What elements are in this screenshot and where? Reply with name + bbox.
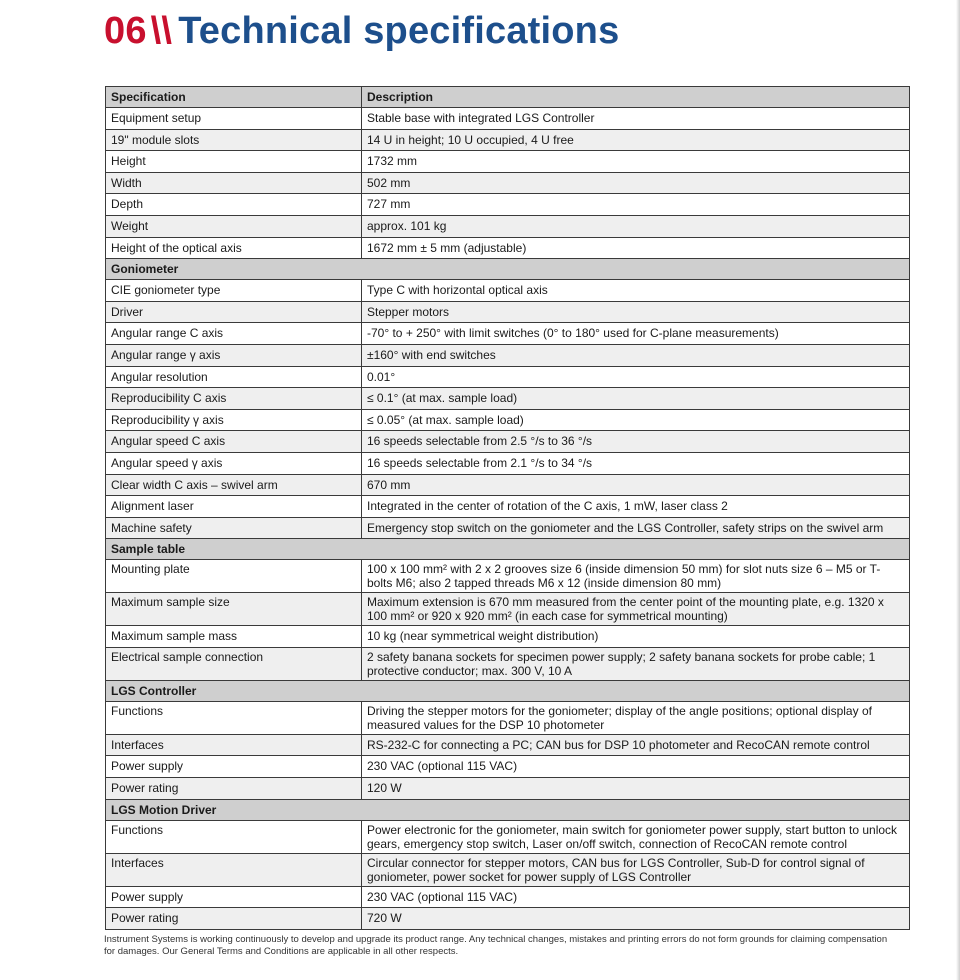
table-row: [106, 409, 910, 431]
spec-value-cell: ≤ 0.05° (at max. sample load): [362, 409, 910, 431]
table-row: [106, 734, 910, 756]
spec-value-cell: Maximum extension is 670 mm measured from the center point of the mounting plate, e.g. 1320 x 100 mm² or 920 x 920 mm² (in each case for symmetrical mounting): [362, 593, 910, 626]
spec-value-cell: 16 speeds selectable from 2.1 °/s to 34 °/s: [362, 452, 910, 474]
spec-value-cell: ≤ 0.1° (at max. sample load): [362, 388, 910, 410]
spec-value-cell: 502 mm: [362, 172, 910, 194]
spec-name-cell: Height of the optical axis: [106, 237, 362, 259]
section-title-cell: LGS Controller: [106, 680, 910, 701]
table-row: [106, 853, 910, 886]
table-row: [106, 280, 910, 302]
table-row: [106, 344, 910, 366]
table-row: [106, 215, 910, 237]
table-row: [106, 647, 910, 680]
table-row: [106, 626, 910, 648]
page-edge-shadow: [956, 0, 960, 980]
spec-name-cell: Mounting plate: [106, 560, 362, 593]
spec-value-cell: approx. 101 kg: [362, 215, 910, 237]
table-row: [106, 496, 910, 518]
spec-name-cell: Machine safety: [106, 517, 362, 539]
spec-name-cell: Clear width C axis – swivel arm: [106, 474, 362, 496]
table-row: [106, 388, 910, 410]
section-header-row: [106, 680, 910, 701]
disclaimer-footnote: Instrument Systems is working continuously to develop and upgrade its product range. Any technical changes, mistakes and printing errors do not form grounds for claiming compensation for damages. Our General Terms and Conditions are applicable in all other respects.: [104, 934, 888, 957]
spec-value-cell: Type C with horizontal optical axis: [362, 280, 910, 302]
spec-value-cell: 0.01°: [362, 366, 910, 388]
table-row: [106, 886, 910, 908]
table-row: [106, 366, 910, 388]
table-row: [106, 820, 910, 853]
spec-name-cell: Power supply: [106, 756, 362, 778]
spec-name-cell: Functions: [106, 701, 362, 734]
table-row: [106, 452, 910, 474]
spec-value-cell: ±160° with end switches: [362, 344, 910, 366]
table-row: [106, 237, 910, 259]
table-row: [106, 431, 910, 453]
spec-name-cell: Depth: [106, 194, 362, 216]
table-row: [106, 129, 910, 151]
table-row: [106, 593, 910, 626]
section-separator: \\: [150, 10, 173, 52]
page-title: [104, 8, 619, 54]
spec-value-cell: Emergency stop switch on the goniometer and the LGS Controller, safety strips on the swivel arm: [362, 517, 910, 539]
spec-value-cell: RS-232-C for connecting a PC; CAN bus for DSP 10 photometer and RecoCAN remote control: [362, 734, 910, 756]
spec-name-cell: Interfaces: [106, 853, 362, 886]
spec-value-cell: 16 speeds selectable from 2.5 °/s to 36 °/s: [362, 431, 910, 453]
table-row: [106, 778, 910, 800]
spec-name-cell: Equipment setup: [106, 108, 362, 130]
spec-value-cell: Integrated in the center of rotation of the C axis, 1 mW, laser class 2: [362, 496, 910, 518]
spec-name-cell: Height: [106, 151, 362, 173]
spec-name-cell: Angular range γ axis: [106, 344, 362, 366]
section-title: Technical specifications: [178, 10, 620, 52]
spec-name-cell: Electrical sample connection: [106, 647, 362, 680]
spec-name-cell: Angular speed C axis: [106, 431, 362, 453]
spec-value-cell: 2 safety banana sockets for specimen power supply; 2 safety banana sockets for probe cable; 1 protective conductor; max. 300 V, 10 A: [362, 647, 910, 680]
table-row: [106, 474, 910, 496]
spec-name-cell: Maximum sample mass: [106, 626, 362, 648]
spec-name-cell: Reproducibility C axis: [106, 388, 362, 410]
spec-name-cell: Power rating: [106, 778, 362, 800]
spec-value-cell: 120 W: [362, 778, 910, 800]
spec-value-cell: 10 kg (near symmetrical weight distribution): [362, 626, 910, 648]
section-header-row: [106, 539, 910, 560]
spec-value-cell: Power electronic for the goniometer, main switch for goniometer power supply, start button to unlock gears, emergency stop switch, Laser on/off switch, connection of RecoCAN remote control: [362, 820, 910, 853]
specifications-table-body: [106, 87, 910, 930]
table-header-row: [106, 87, 910, 108]
specifications-table: [105, 86, 910, 930]
table-row: [106, 172, 910, 194]
table-row: [106, 108, 910, 130]
spec-name-cell: Reproducibility γ axis: [106, 409, 362, 431]
spec-value-cell: 720 W: [362, 908, 910, 930]
spec-name-cell: Angular range C axis: [106, 323, 362, 345]
table-row: [106, 756, 910, 778]
spec-value-cell: 1732 mm: [362, 151, 910, 173]
table-row: [106, 560, 910, 593]
spec-value-cell: 14 U in height; 10 U occupied, 4 U free: [362, 129, 910, 151]
header-specification: Specification: [106, 87, 362, 108]
section-number: 06: [104, 10, 147, 52]
spec-name-cell: Width: [106, 172, 362, 194]
table-row: [106, 151, 910, 173]
spec-name-cell: Angular resolution: [106, 366, 362, 388]
spec-name-cell: Alignment laser: [106, 496, 362, 518]
section-title-cell: Sample table: [106, 539, 910, 560]
spec-value-cell: -70° to + 250° with limit switches (0° to 180° used for C-plane measurements): [362, 323, 910, 345]
header-description: Description: [362, 87, 910, 108]
spec-value-cell: 100 x 100 mm² with 2 x 2 grooves size 6 (inside dimension 50 mm) for slot nuts size 6 – M5 or T-bolts M6; also 2 tapped threads M6 x 12 (inside dimension 80 mm): [362, 560, 910, 593]
spec-name-cell: CIE goniometer type: [106, 280, 362, 302]
section-title-cell: Goniometer: [106, 259, 910, 280]
spec-name-cell: Power supply: [106, 886, 362, 908]
spec-value-cell: 230 VAC (optional 115 VAC): [362, 886, 910, 908]
spec-value-cell: Stepper motors: [362, 301, 910, 323]
spec-value-cell: Circular connector for stepper motors, CAN bus for LGS Controller, Sub-D for control signal of goniometer, power socket for power supply of LGS Controller: [362, 853, 910, 886]
table-row: [106, 908, 910, 930]
table-row: [106, 701, 910, 734]
spec-value-cell: 1672 mm ± 5 mm (adjustable): [362, 237, 910, 259]
section-header-row: [106, 259, 910, 280]
spec-name-cell: Angular speed γ axis: [106, 452, 362, 474]
spec-name-cell: Functions: [106, 820, 362, 853]
spec-value-cell: Stable base with integrated LGS Controller: [362, 108, 910, 130]
spec-name-cell: 19" module slots: [106, 129, 362, 151]
section-header-row: [106, 799, 910, 820]
spec-value-cell: 670 mm: [362, 474, 910, 496]
table-row: [106, 301, 910, 323]
section-title-cell: LGS Motion Driver: [106, 799, 910, 820]
table-row: [106, 517, 910, 539]
table-row: [106, 194, 910, 216]
spec-name-cell: Driver: [106, 301, 362, 323]
spec-value-cell: 727 mm: [362, 194, 910, 216]
spec-value-cell: 230 VAC (optional 115 VAC): [362, 756, 910, 778]
spec-name-cell: Weight: [106, 215, 362, 237]
spec-name-cell: Power rating: [106, 908, 362, 930]
spec-name-cell: Interfaces: [106, 734, 362, 756]
spec-value-cell: Driving the stepper motors for the goniometer; display of the angle positions; optional display of measured values for the DSP 10 photometer: [362, 701, 910, 734]
spec-name-cell: Maximum sample size: [106, 593, 362, 626]
table-row: [106, 323, 910, 345]
